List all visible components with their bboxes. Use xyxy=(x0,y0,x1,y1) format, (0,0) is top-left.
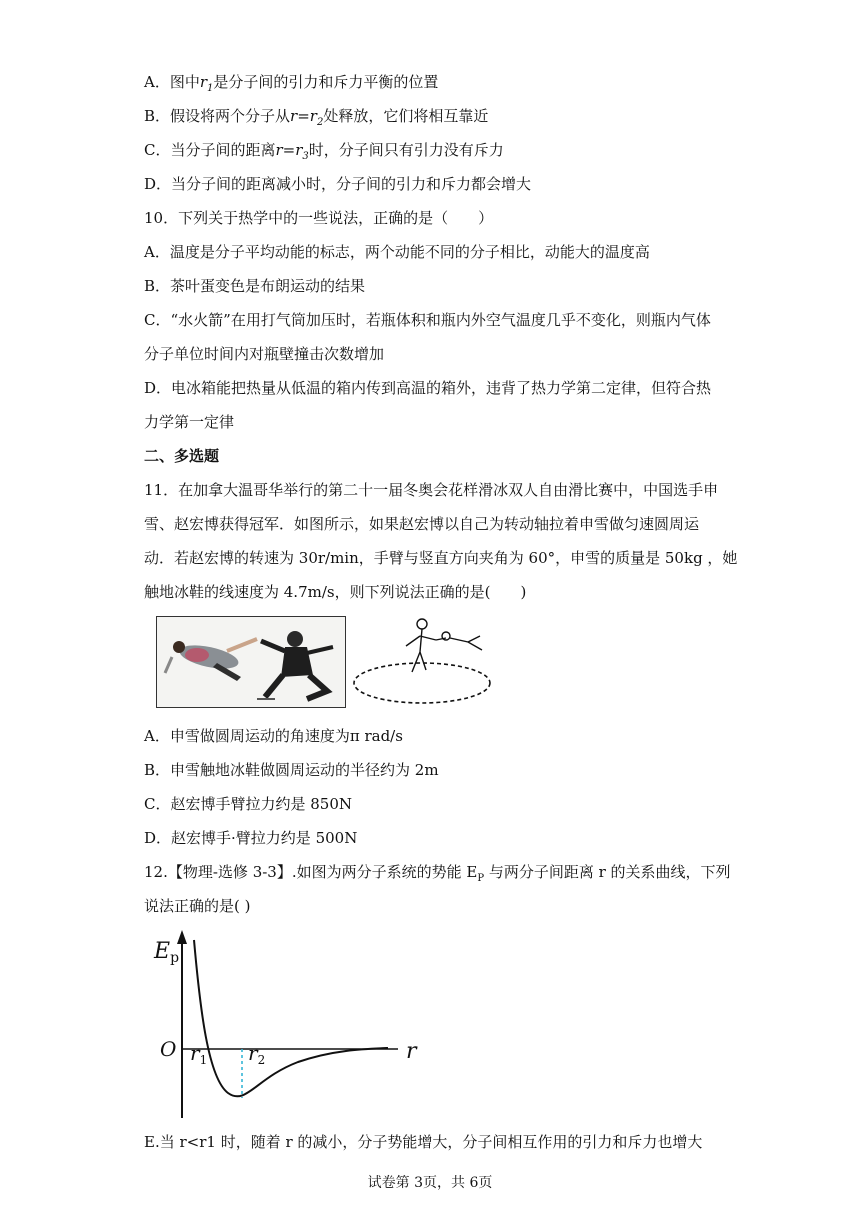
q10-option-b: B．茶叶蛋变色是布朗运动的结果 xyxy=(144,277,366,295)
potential-energy-graph xyxy=(148,928,428,1128)
q10-stem: 10．下列关于热学中的一些说法，正确的是（ ） xyxy=(144,209,494,227)
q9-option-b: B．假设将两个分子从$r=r_2$处释放，它们将相互靠近 xyxy=(144,107,489,128)
y-axis-label: Ep xyxy=(154,939,180,966)
skaters-photo-drawing xyxy=(157,617,345,707)
x-axis-label: r xyxy=(406,1039,417,1064)
q11-stem-line4: 触地冰鞋的线速度为 4.7m/s，则下列说法正确的是( ) xyxy=(144,583,527,601)
q11-option-c: C．赵宏博手臂拉力约是 850N xyxy=(144,795,353,813)
q11-stem-line3: 动．若赵宏博的转速为 30r/min，手臂与竖直方向夹角为 60°，申雪的质量是 50kg ，她 xyxy=(144,549,738,567)
q10-option-a: A．温度是分子平均动能的标志，两个动能不同的分子相比，动能大的温度高 xyxy=(144,243,650,261)
q10-option-c-line2: 分子单位时间内对瓶壁撞击次数增加 xyxy=(144,345,385,363)
section-heading: 二、多选题 xyxy=(144,447,220,465)
q10-option-c-line1: C．“水火箭”在用打气筒加压时，若瓶体积和瓶内外空气温度几乎不变化，则瓶内气体 xyxy=(144,311,711,329)
q11-option-d: D．赵宏博手·臂拉力约是 500N xyxy=(144,829,358,847)
q9-option-d: D．当分子间的距离减小时，分子间的引力和斥力都会增大 xyxy=(144,175,532,193)
page-footer: 试卷第 3页，共 6页 xyxy=(367,1175,493,1191)
q10-option-d-line2: 力学第一定律 xyxy=(144,413,235,431)
y-axis-arrow-icon xyxy=(177,930,187,944)
q9-option-c: C．当分子间的距离$r=r_3$时，分子间只有引力没有斥力 xyxy=(144,141,504,162)
circular-motion-diagram xyxy=(350,612,494,712)
q11-option-a: A．申雪做圆周运动的角速度为π rad/s xyxy=(144,727,403,745)
q12-stem-line1: 12.【物理-选修 3-3】.如图为两分子系统的势能 $E_P$ 与两分子间距离 r 的关系曲线，下列 xyxy=(144,863,731,884)
q9-option-a: A．图中$r_1$是分子间的引力和斥力平衡的位置 xyxy=(144,73,439,94)
q11-stem-line1: 11．在加拿大温哥华举行的第二十一届冬奥会花样滑冰双人自由滑比赛中，中国选手申 xyxy=(144,481,719,499)
q11-stem-line2: 雪、赵宏博获得冠军．如图所示，如果赵宏博以自己为转动轴拉着申雪做匀速圆周运 xyxy=(144,515,700,533)
origin-label: O xyxy=(160,1037,177,1061)
potential-curve xyxy=(194,940,388,1096)
q11-option-b: B．申雪触地冰鞋做圆周运动的半径约为 2m xyxy=(144,761,439,779)
q10-option-d-line1: D．电冰箱能把热量从低温的箱内传到高温的箱外，违背了热力学第二定律，但符合热 xyxy=(144,379,712,397)
skaters-photo xyxy=(156,616,346,708)
r2-label: $r_2$ xyxy=(248,1041,266,1067)
q12-stem-line2: 说法正确的是( ) xyxy=(144,897,251,915)
r1-label: $r_1$ xyxy=(190,1041,208,1067)
q12-option-e: E.当 r<r1 时，随着 r 的减小，分子势能增大，分子间相互作用的引力和斥力也增大 xyxy=(144,1133,703,1151)
